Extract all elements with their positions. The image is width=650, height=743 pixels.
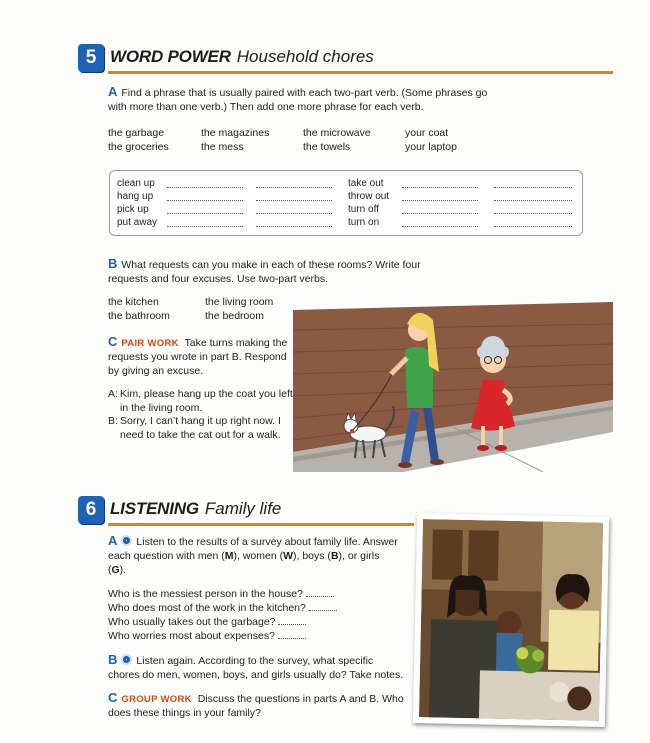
cartoon-illustration <box>293 302 613 472</box>
verb-label: hang up <box>117 191 154 202</box>
answer-line[interactable] <box>402 187 478 188</box>
section-title-main: LISTENING <box>110 499 199 518</box>
room-item: the bathroom <box>108 310 170 322</box>
phrase-item: the garbage <box>108 127 165 139</box>
section-number-badge: 6 <box>78 496 104 524</box>
answer-line[interactable] <box>256 213 332 214</box>
answer-line[interactable] <box>402 213 478 214</box>
room-item: the living room <box>205 296 274 308</box>
room-list <box>108 295 298 325</box>
verb-label: turn on <box>348 217 380 228</box>
phrase-item: the groceries <box>108 141 169 153</box>
phrase-item: your coat <box>405 127 449 139</box>
phrase-column <box>405 126 457 154</box>
answer-line[interactable] <box>256 226 332 227</box>
section-6-part-b-instructions <box>108 652 406 683</box>
instruction-text: ). <box>119 563 127 576</box>
verb-label: turn off <box>348 204 379 215</box>
pair-work-label: PAIR WORK <box>121 338 179 349</box>
answer-line[interactable] <box>494 226 572 227</box>
dialog-line-b <box>108 415 298 442</box>
answer-line[interactable] <box>167 213 243 214</box>
part-letter: A <box>108 533 118 548</box>
answer-code: G <box>111 563 120 576</box>
audio-cd-icon[interactable] <box>121 535 132 546</box>
answer-line[interactable] <box>494 200 572 201</box>
speaker-label: B: <box>108 415 118 428</box>
phrase-item: your laptop <box>405 141 457 153</box>
section-number-badge: 5 <box>78 44 104 72</box>
answer-code: B <box>330 549 339 562</box>
section-title <box>110 46 374 68</box>
part-letter: B <box>108 652 118 667</box>
verb-label: take out <box>348 178 384 189</box>
phrase-column <box>201 126 269 154</box>
answer-line[interactable] <box>402 226 478 227</box>
instruction-text: ), boys ( <box>293 549 331 562</box>
room-column <box>205 295 273 323</box>
example-dialog <box>108 388 298 443</box>
question-text: Who usually takes out the garbage? <box>108 616 276 628</box>
part-letter: B <box>108 256 118 271</box>
instruction-text: Listen to the results of a survey about family life. Answer each question with men ( <box>108 536 398 562</box>
room-item: the kitchen <box>108 296 159 308</box>
section-rule <box>108 523 414 526</box>
instruction-text: What requests can you make in each of these rooms? Write four requests and four excuses. Use two-part verbs. <box>108 259 421 285</box>
instruction-text: ), or girls ( <box>108 549 380 576</box>
section-5-part-b-instructions <box>108 256 438 287</box>
question-text: Who worries most about expenses? <box>108 630 275 642</box>
phrase-column <box>303 126 371 154</box>
section-title-main: WORD POWER <box>110 47 231 66</box>
answer-line[interactable] <box>494 213 572 214</box>
answer-code: M <box>224 549 234 562</box>
section-subtitle: Household chores <box>236 47 374 66</box>
phrase-item: the microwave <box>303 127 371 139</box>
dialog-text: Sorry, I can’t hang it up right now. I need to take the cat out for a walk. <box>120 415 281 441</box>
instruction-text: Find a phrase that is usually paired with each two-part verb. (Some phrases go with more than one verb.) Then add one more phrase for each verb. <box>108 87 488 113</box>
phrase-item: the towels <box>303 141 351 153</box>
instruction-text: ), women ( <box>233 549 284 562</box>
answer-line[interactable] <box>167 187 243 188</box>
answer-line[interactable] <box>306 596 334 597</box>
survey-questions <box>108 587 408 643</box>
group-work-label: GROUP WORK <box>121 694 192 705</box>
answer-line[interactable] <box>309 610 337 611</box>
question-item <box>108 601 408 615</box>
phrase-bank <box>108 126 568 156</box>
verb-phrase-chart <box>109 170 583 236</box>
question-item <box>108 629 408 643</box>
verb-label: put away <box>117 217 158 228</box>
question-item <box>108 615 408 629</box>
answer-line[interactable] <box>278 638 306 639</box>
question-text: Who is the messiest person in the house? <box>108 588 303 600</box>
dialog-line-a <box>108 388 298 415</box>
answer-line[interactable] <box>167 226 243 227</box>
verb-label: pick up <box>117 204 149 215</box>
question-text: Who does most of the work in the kitchen? <box>108 602 306 614</box>
verb-label: clean up <box>117 178 155 189</box>
room-item: the bedroom <box>205 310 264 322</box>
dialog-text: Kim, please hang up the coat you left in the living room. <box>120 388 293 414</box>
phrase-column <box>108 126 169 154</box>
instruction-text: Listen again. According to the survey, what specific chores do men, women, boys, and girls usually do? Take notes. <box>108 655 404 681</box>
section-5-header <box>78 44 613 74</box>
speaker-label: A: <box>108 388 118 400</box>
room-column <box>108 295 170 323</box>
section-rule <box>108 71 613 74</box>
phrase-item: the mess <box>201 141 244 153</box>
cartoon-svg <box>293 302 613 472</box>
verb-label: throw out <box>348 191 390 202</box>
answer-line[interactable] <box>494 187 572 188</box>
section-5-part-a-instructions <box>108 84 508 115</box>
answer-line[interactable] <box>402 200 478 201</box>
instruction-text: Discuss the questions in parts A and B. Who does these things in your family? <box>108 693 404 719</box>
audio-cd-icon[interactable] <box>121 654 132 665</box>
part-letter: C <box>108 334 118 349</box>
answer-line[interactable] <box>278 624 306 625</box>
family-photo-svg <box>419 519 603 721</box>
part-letter: A <box>108 84 118 99</box>
answer-line[interactable] <box>256 200 332 201</box>
answer-line[interactable] <box>167 200 243 201</box>
section-subtitle: Family life <box>204 499 282 518</box>
answer-code: W <box>283 549 293 562</box>
section-title <box>110 498 281 520</box>
section-5-part-c-instructions <box>108 334 293 378</box>
family-photo <box>413 513 609 727</box>
section-6-part-a-instructions <box>108 533 398 577</box>
section-6-header <box>78 496 418 526</box>
answer-line[interactable] <box>256 187 332 188</box>
section-6-part-c-instructions <box>108 690 406 721</box>
instruction-text: Take turns making the requests you wrote in part B. Respond by giving an excuse. <box>108 337 288 377</box>
question-item <box>108 587 408 601</box>
phrase-item: the magazines <box>201 127 270 139</box>
part-letter: C <box>108 690 118 705</box>
